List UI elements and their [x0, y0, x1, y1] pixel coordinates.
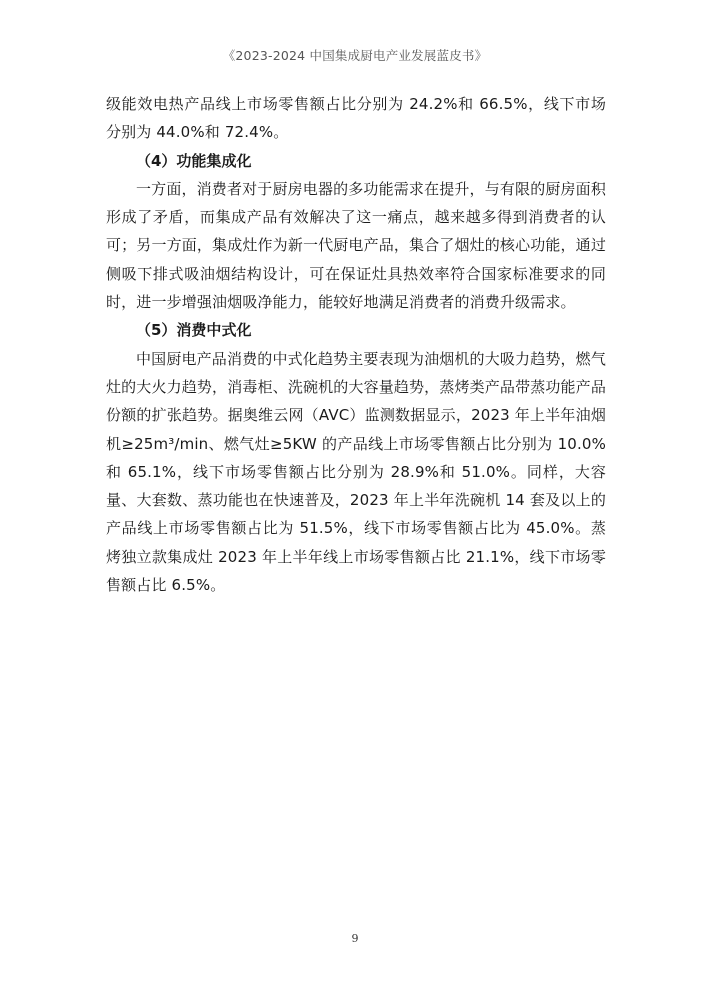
document-body	[106, 90, 606, 599]
page-number: 9	[351, 932, 359, 945]
page-header-title: 《2023-2024 中国集成厨电产业发展蓝皮书》	[222, 48, 488, 63]
paragraph-function-integration: 一方面，消费者对于厨房电器的多功能需求在提升，与有限的厨房面积形成了矛盾，而集成产品有效解决了这一痛点，越来越多得到消费者的认可；另一方面，集成灶作为新一代厨电产品，集合了烟灶的核心功能，通过侧吸下排式吸油烟结构设计，可在保证灶具热效率符合国家标准要求的同时，进一步增强油烟吸净能力，能较好地满足消费者的消费升级需求。	[106, 179, 606, 312]
section-heading-chinese-style-consumption: （5）消费中式化	[136, 321, 252, 340]
paragraph-continued: 级能效电热产品线上市场零售额占比分别为 24.2%和 66.5%，线下市场分别为 44.0%和 72.4%。	[106, 95, 606, 142]
paragraph-chinese-style-consumption: 中国厨电产品消费的中式化趋势主要表现为油烟机的大吸力趋势，燃气灶的大火力趋势，消毒柜、洗碗机的大容量趋势，蒸烤类产品带蒸功能产品份额的扩张趋势。据奥维云网（AVC）监测数据显示，2023 年上半年油烟机≥25m³/min、燃气灶≥5KW 的产品线上市场零售额占比分别为 10.0%和 65.1%，线下市场零售额占比分别为 28.9%和 51.0%。同样，大容量、大套数、蒸功能也在快速普及，2023 年上半年洗碗机 14 套及以上的产品线上市场零售额占比为 51.5%，线下市场零售额占比为 45.0%。蒸烤独立款集成灶 2023 年上半年线上市场零售额占比 21.1%，线下市场零售额占比 6.5%。	[106, 349, 606, 595]
section-heading-function-integration: （4）功能集成化	[136, 151, 252, 170]
